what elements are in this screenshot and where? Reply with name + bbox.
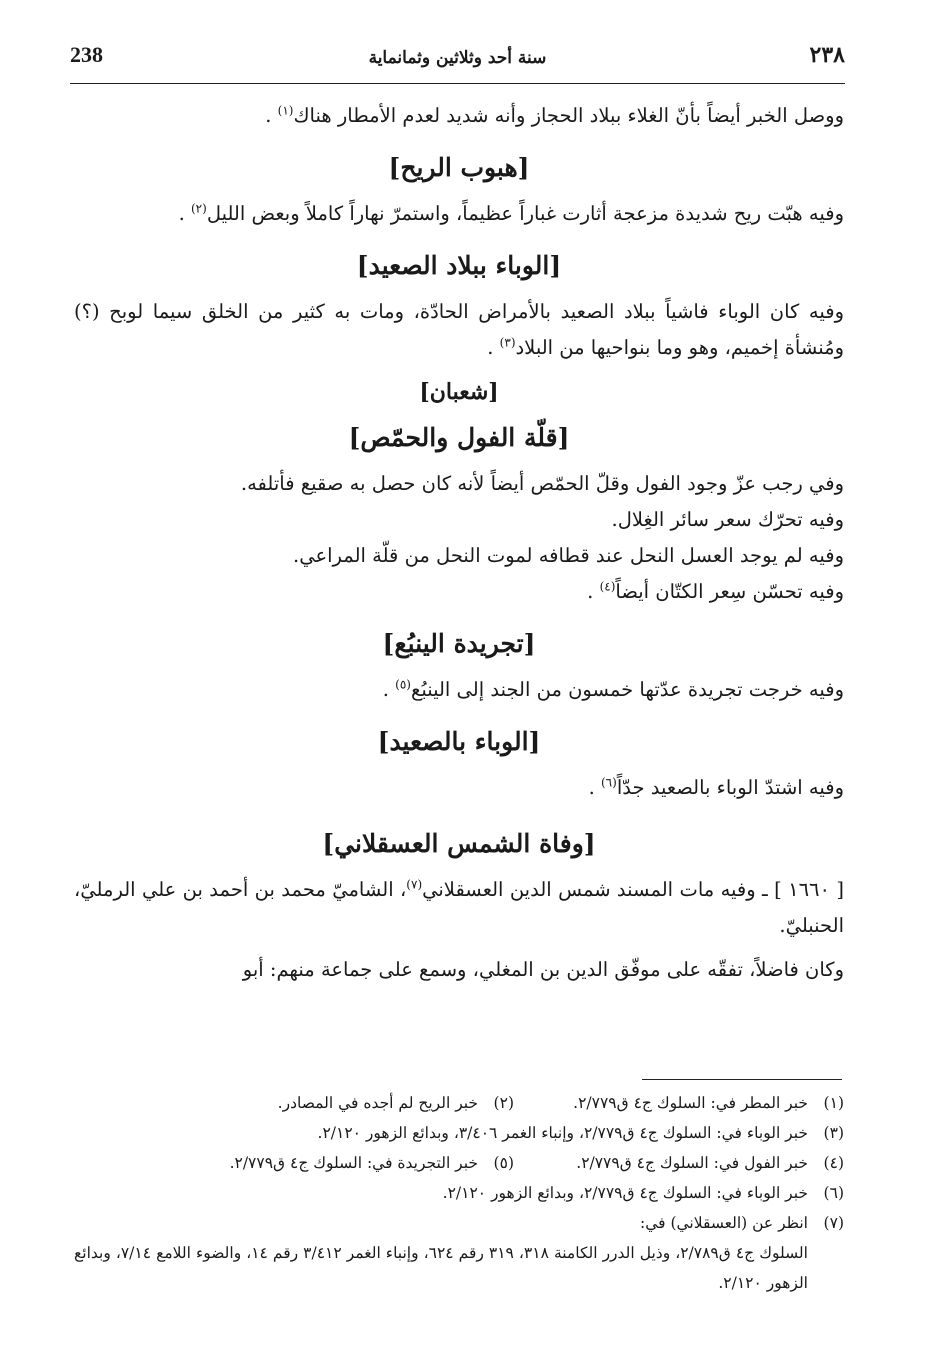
paragraph-plague-said: وفيه كان الوباء فاشياً ببلاد الصعيد بالأمراض الحادّة، ومات به كثير من الخلق سيما لوبح (؟) ومُنشأة إخميم، وهو وما بنواحيها من البلاد$^{(٣)}$ . — [74, 300, 844, 359]
paragraph-beans-1: وفي رجب عزّ وجود الفول وقلّ الحمّص أيضاً لأنه كان حصل به صقيع فأتلفه. — [240, 472, 844, 495]
heading-plague-said: [الوباء ببلاد الصعيد] — [356, 251, 562, 280]
footnote-7-sources: السلوك ج٤ ق٢/٧٨٩، وذيل الدرر الكامنة ٣١٨، ٣١٩ رقم ٦٢٤، وإنباء الغمر ٣/٤١٢ رقم ١٤، والضوء اللامع ٧/١٤، وبدائع الزهور ٢/١٢٠. — [74, 1244, 808, 1292]
page-number-latin: 238 — [70, 42, 103, 67]
heading-death: [وفاة الشمس العسقلاني] — [322, 829, 596, 858]
main-text — [74, 98, 844, 988]
paragraph-beans-3: وفيه لم يوجد العسل النحل عند قطافه لموت النحل من قلّة المراعي. — [293, 544, 844, 567]
footnote-ref-1[interactable]: (١) — [277, 103, 294, 118]
footnote-4: (٤) خبر الفول في: السلوك ج٤ ق٢/٧٧٩. — [576, 1154, 844, 1172]
running-title: سنة أحد وثلاثين وثمانماية — [368, 48, 547, 68]
paragraph-biography: [ ١٦٦٠ ] ـ وفيه مات المسند شمس الدين العسقلاني$^{(٧)}$، الشاميّ محمد بن أحمد بن علي الرمليّ، الحنبليّ. — [74, 877, 844, 937]
heading-beans: [قلّة الفول والحمّص] — [348, 423, 570, 452]
heading-plague: [الوباء بالصعيد] — [377, 727, 541, 756]
page-header — [70, 40, 845, 84]
heading-wind: [هبوب الريح] — [388, 153, 530, 182]
paragraph-yanbu: وفيه خرجت تجريدة عدّتها خمسون من الجند إلى الينبُع$^{(٥)}$ . — [382, 677, 844, 701]
paragraph-biography-2: وكان فاضلاً، تفقّه على موفّق الدين بن المغلي، وسمع على جماعة منهم: أبو — [242, 958, 844, 981]
yanbu-block — [74, 672, 844, 708]
footnote-ref-4[interactable]: (٤) — [599, 579, 616, 594]
footnotes — [74, 1088, 844, 1298]
footnote-row — [74, 1088, 844, 1118]
paragraph-beans-4: وفيه تحسّن سِعر الكتّان أيضاً$^{(٤)}$ . — [587, 579, 844, 603]
plague-block — [74, 770, 844, 806]
footnote-row — [74, 1178, 844, 1208]
footnote-7: (٧) انظر عن (العسقلاني) في: — [639, 1214, 844, 1232]
footnote-divider — [642, 1079, 842, 1080]
footnote-5: (٥) خبر التجريدة في: السلوك ج٤ ق٢/٧٧٩. — [229, 1154, 514, 1172]
paragraph-wind: وفيه هبّت ريح شديدة مزعجة أثارت غباراً عظيماً، واستمرّ نهاراً كاملاً وبعض الليل$^{(٢)}$ . — [178, 201, 844, 225]
footnote-2: (٢) خبر الريح لم أجده في المصادر. — [277, 1094, 514, 1112]
heading-shaban: [شعبان] — [419, 379, 499, 405]
footnote-ref-7[interactable]: (٧) — [406, 877, 423, 892]
footnote-ref-2[interactable]: (٢) — [190, 201, 207, 216]
footnote-ref-3[interactable]: (٣) — [499, 335, 516, 350]
paragraph-plague: وفيه اشتدّ الوباء بالصعيد جدّاً$^{(٦)}$ . — [588, 775, 844, 799]
footnote-row — [74, 1208, 844, 1238]
footnote-row — [74, 1118, 844, 1148]
paragraph-beans-2: وفيه تحرّك سعر سائر الغِلال. — [611, 508, 844, 531]
heading-yanbu: [تجريدة الينبُع] — [382, 629, 536, 658]
footnote-1: (١) خبر المطر في: السلوك ج٤ ق٢/٧٧٩. — [573, 1094, 844, 1112]
footnote-6: (٦) خبر الوباء في: السلوك ج٤ ق٢/٧٧٩، وبدائع الزهور ٢/١٢٠. — [442, 1184, 844, 1202]
beans-block — [74, 466, 844, 610]
footnote-row — [74, 1148, 844, 1178]
footnote-3: (٣) خبر الوباء في: السلوك ج٤ ق٢/٧٧٩، وإنباء الغمر ٣/٤٠٦، وبدائع الزهور ٢/١٢٠. — [317, 1124, 844, 1142]
footnote-ref-5[interactable]: (٥) — [395, 677, 411, 692]
paragraph-drought: ووصل الخبر أيضاً بأنّ الغلاء ببلاد الحجاز وأنه شديد لعدم الأمطار هناك$^{(١)}$ . — [265, 103, 844, 127]
page-number-arabic: ٢٣٨ — [809, 42, 845, 68]
footnote-ref-6[interactable]: (٦) — [600, 775, 617, 790]
